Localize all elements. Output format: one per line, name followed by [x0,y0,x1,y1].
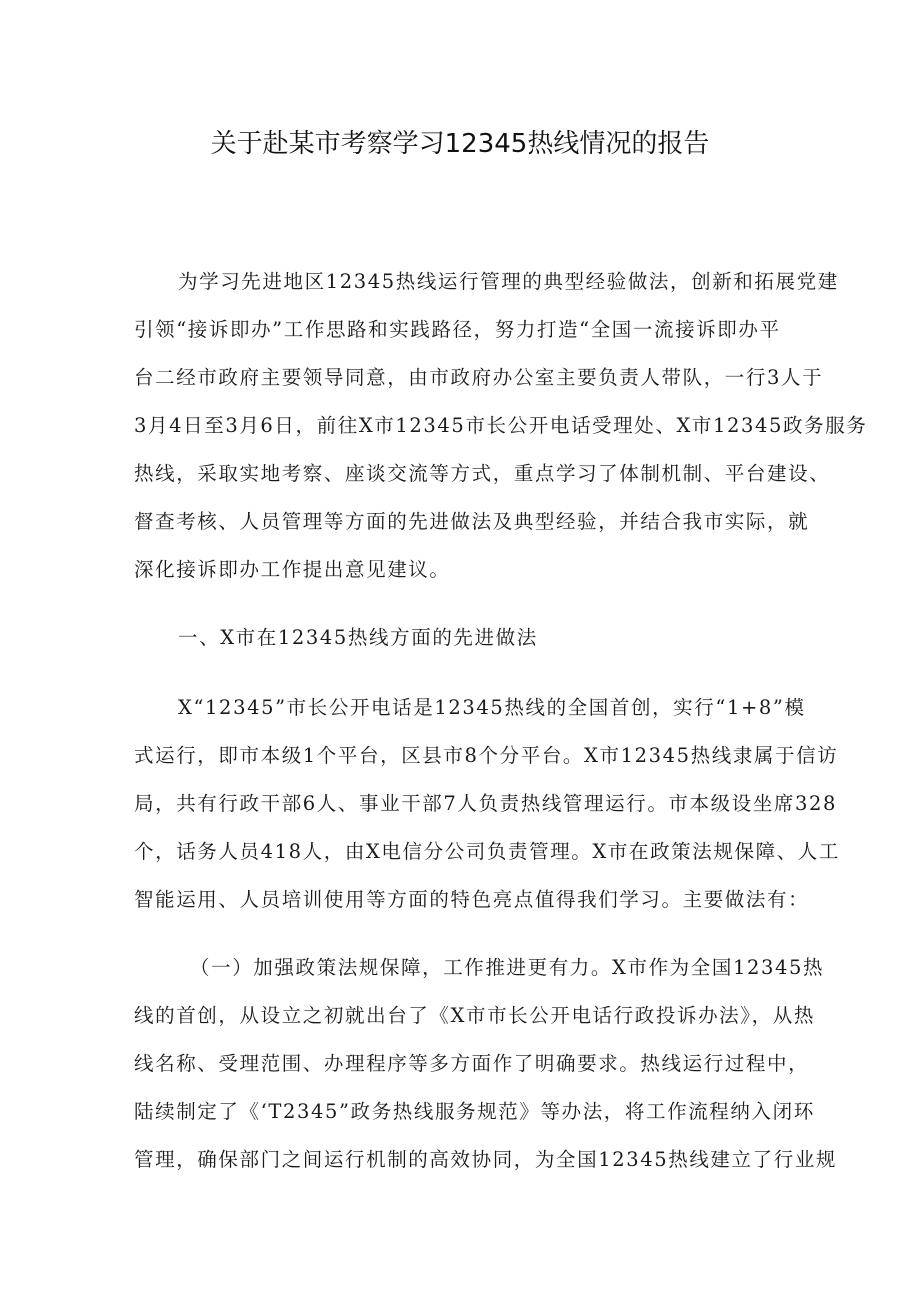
paragraph-intro [134,258,868,594]
paragraph-line: 陆续制定了《‘T2345”政务热线服务规范》等办法，将工作流程纳入闭环 [134,1100,815,1123]
paragraph-line: 线名称、受理范围、办理程序等多方面作了明确要求。热线运行过程中， [134,1052,810,1075]
paragraph-line: （一）加强政策法规保障，工作推进更有力。X市作为全国12345热 [190,956,825,979]
paragraph-line: 个，话务人员418人，由X电信分公司负责管理。X市在政策法规保障、人工 [134,840,840,863]
section-heading: 一、X市在12345热线方面的先进做法 [178,626,538,649]
paragraph-line: 引领“接诉即办”工作思路和实践路径，努力打造“全国一流接诉即办平 [134,318,781,341]
paragraph-line: 智能运用、人员培训使用等方面的特色亮点值得我们学习。主要做法有： [134,888,810,911]
paragraph-policy [134,944,838,1184]
paragraph-line: 督查考核、人员管理等方面的先进做法及典型经验，并结合我市实际，就 [134,510,810,533]
paragraph-line: 3月4日至3月6日，前往X市12345市长公开电话受理处、X市12345政务服务 [134,414,868,437]
paragraph-line: 局，共有行政干部6人、事业干部7人负责热线管理运行。市本级设坐席328 [134,792,838,815]
paragraph-line: 台二经市政府主要领导同意，由市政府办公室主要负责人带队，一行3人于 [134,366,824,389]
paragraph-line: 式运行，即市本级1个平台，区县市8个分平台。X市12345热线隶属于信访 [134,744,839,767]
paragraph-line: 热线，采取实地考察、座谈交流等方式，重点学习了体制机制、平台建设、 [134,462,831,485]
paragraph-overview [134,684,840,924]
paragraph-line: X“12345”市长公开电话是12345热线的全国首创，实行“1+8”模 [178,696,806,719]
paragraph-line: 为学习先进地区12345热线运行管理的典型经验做法，创新和拓展党建 [178,270,839,293]
paragraph-line: 管理，确保部门之间运行机制的高效协同，为全国12345热线建立了行业规 [134,1148,838,1171]
paragraph-line: 深化接诉即办工作提出意见建议。 [134,558,451,581]
document-title: 关于赴某市考察学习12345热线情况的报告 [210,129,710,159]
paragraph-line: 线的首创，从设立之初就出台了《X市市长公开电话行政投诉办法》，从热 [134,1004,815,1027]
